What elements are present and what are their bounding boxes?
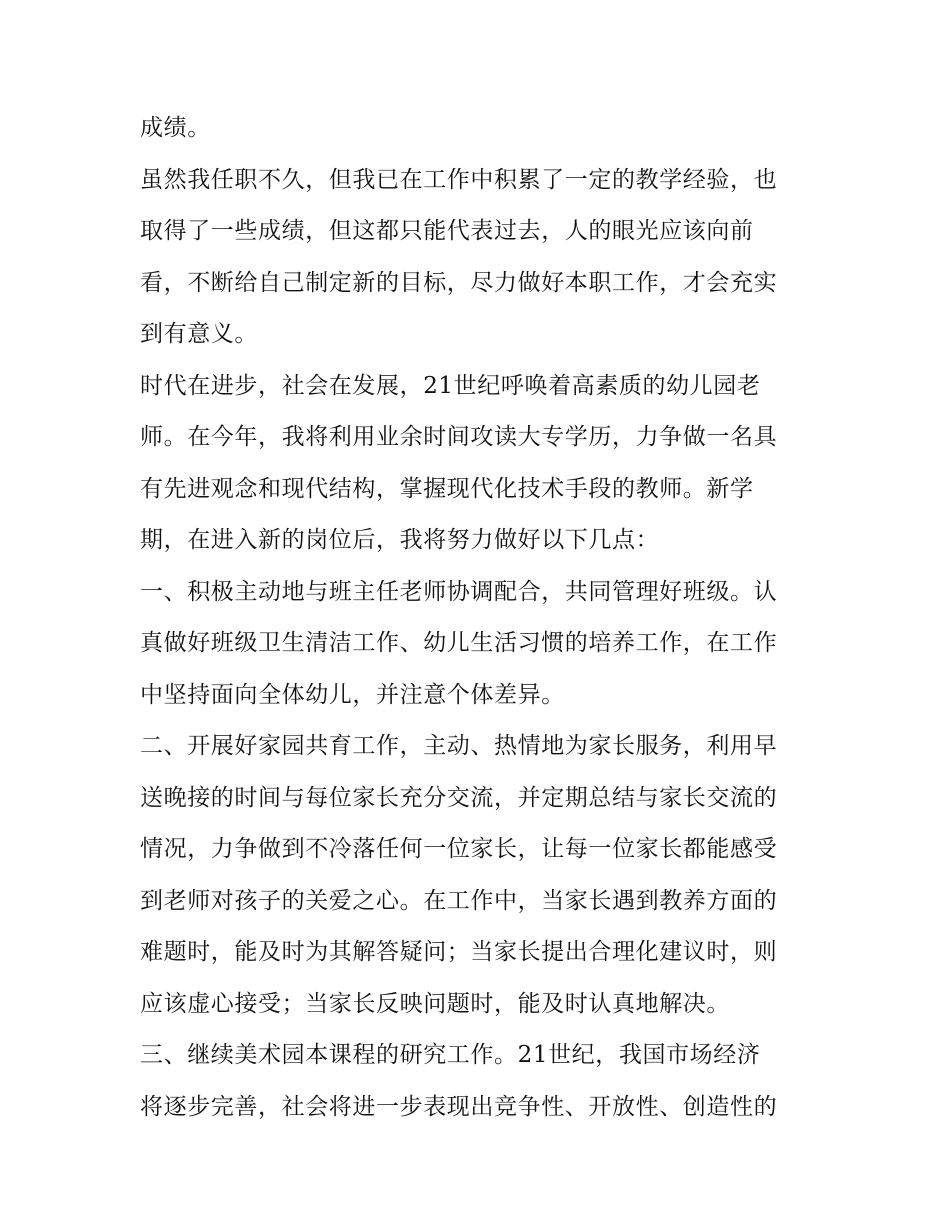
text-line: 时代在进步，社会在发展，21世纪呼唤着高素质的幼儿园老 <box>140 372 761 399</box>
text-line: 师。在今年，我将利用业余时间攻读大专学历，力争做一名具 <box>140 424 778 450</box>
text-line: 虽然我任职不久，但我已在工作中积累了一定的教学经验，也 <box>140 166 778 193</box>
text-line: 期，在进入新的岗位后，我将努力做好以下几点： <box>140 527 660 553</box>
text-line: 到老师对孩子的关爱之心。在工作中，当家长遇到教养方面的 <box>140 887 778 914</box>
text-line: 应该虚心接受；当家长反映问题时，能及时认真地解决。 <box>140 990 730 1017</box>
text-line: 一、积极主动地与班主任老师协调配合，共同管理好班级。认 <box>140 578 778 605</box>
text-line: 到有意义。 <box>140 321 258 347</box>
text-line: 看，不断给自己制定新的目标，尽力做好本职工作，才会充实 <box>140 269 778 296</box>
text-line: 情况，力争做到不冷落任何一位家长，让每一位家长都能感受 <box>140 836 778 862</box>
text-line: 成绩。 <box>140 115 211 141</box>
text-line: 送晚接的时间与每位家长充分交流，并定期总结与家长交流的 <box>140 784 778 811</box>
text-line: 中坚持面向全体幼儿，并注意个体差异。 <box>140 681 565 708</box>
text-line: 将逐步完善，社会将进一步表现出竞争性、开放性、创造性的 <box>140 1093 778 1120</box>
document-body <box>140 103 812 1133</box>
text-line: 三、继续美术园本课程的研究工作。21世纪，我国市场经济 <box>140 1042 761 1068</box>
text-line: 取得了一些成绩，但这都只能代表过去，人的眼光应该向前 <box>140 218 754 244</box>
text-line: 真做好班级卫生清洁工作、幼儿生活习惯的培养工作，在工作 <box>140 630 778 656</box>
text-line: 二、开展好家园共育工作，主动、热情地为家长服务，利用早 <box>140 733 778 759</box>
text-line: 难题时，能及时为其解答疑问；当家长提出合理化建议时，则 <box>140 939 778 965</box>
text-line: 有先进观念和现代结构，掌握现代化技术手段的教师。新学 <box>140 475 754 502</box>
